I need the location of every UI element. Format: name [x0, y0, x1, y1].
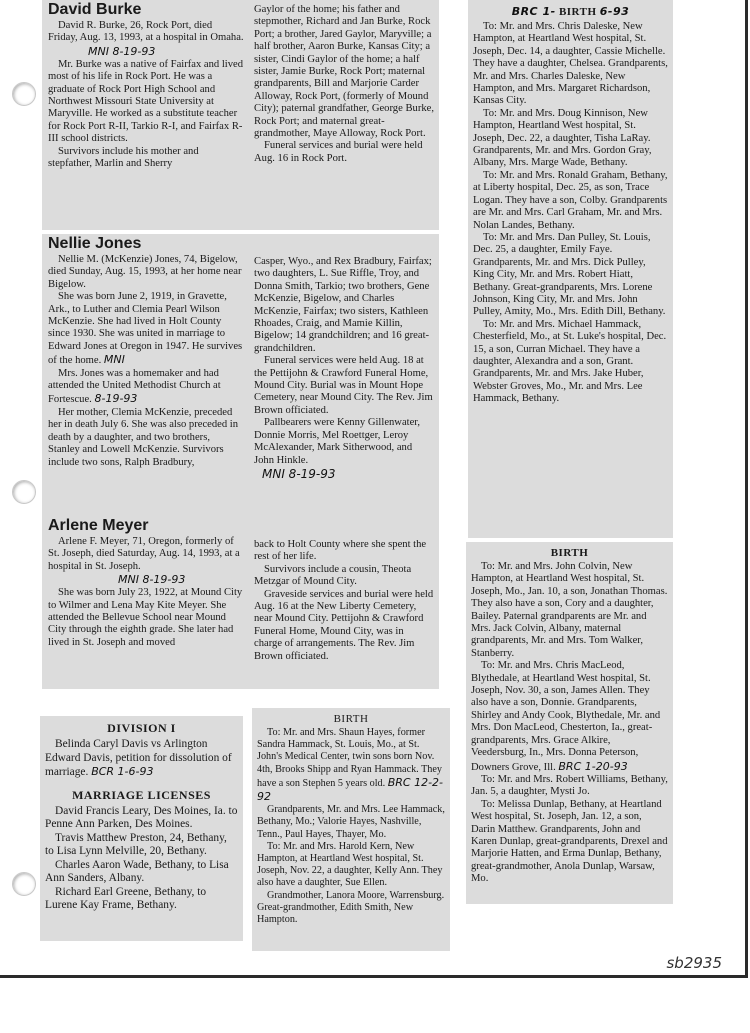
paragraph: Grandparents, Mr. and Mrs. Lee Hammack, Bethany, Mo.; Valorie Hayes, Nashville, Tenn., Paul Hayes, Thayer, Mo. — [257, 804, 445, 840]
court-and-marriage-licenses — [40, 716, 243, 941]
binder-hole-bottom — [12, 872, 36, 896]
obituary-arlene-meyer — [42, 517, 439, 689]
obituary-nellie-jones — [42, 234, 439, 517]
paragraph: To: Mr. and Mrs. Robert Williams, Bethany, Jan. 5, a daughter, Mysti Jo. — [471, 773, 668, 798]
paragraph: Charles Aaron Wade, Bethany, to Lisa Ann Sanders, Albany. — [45, 858, 229, 884]
birth-announcements-november — [252, 708, 450, 951]
paragraph: She was born June 2, 1919, in Gravette, Ark., to Luther and Clemia Pearl Wilson McKenzie. She had lived in Holt County since 1930. She was united in marriage to Edward Jones at Oregon in 1947. He survives of the home. MNI — [48, 291, 243, 367]
paragraph: Travis Matthew Preston, 24, Bethany, to Lisa Lynn Melville, 20, Bethany. — [45, 831, 227, 857]
scrapbook-id: sb2935 — [666, 954, 722, 972]
paragraph: To: Mr. and Mrs. John Colvin, New Hampton, at Heartland West hospital, St. Joseph, Mo., Jan. 10, a son, Jonathan Thomas. They also have a son, Cory and a daughter, Bailey. Paternal grandparents are Mr. and Mrs. Jack Colvin, Albany, maternal grandparents, Mr. and Mrs. Tom Walker, Stanberry. — [471, 561, 668, 659]
section-heading: BIRTH — [333, 713, 369, 725]
paragraph: To: Melissa Dunlap, Bethany, at Heartland West hospital, St. Joseph, Jan. 12, a son, Darin Matthew. Grandparents, John and Karen Dunlap, great-grandparents, Drexel and Marjorie Hatten, and Erma Dunlap, Bethany, great-grandmother, Anola Dunlap, Warsaw, Mo. — [471, 798, 668, 885]
paragraph: Survivors include a cousin, Theota Metzgar of Mound City. — [254, 563, 412, 588]
paragraph: Richard Earl Greene, Bethany, to Lurene Kay Frame, Bethany. — [45, 885, 207, 911]
binder-hole-middle — [12, 480, 36, 504]
paragraph: Pallbearers were Kenny Gillenwater, Donnie Morris, Mel Roettger, Leroy McAlexander, Mark Sitherwood, and John Hinkle. — [254, 417, 421, 466]
headline: Nellie Jones — [48, 235, 142, 252]
paragraph: Arlene F. Meyer, 71, Oregon, formerly of St. Joseph, died Saturday, Aug. 14, 1993, at a hospital in St. Joseph. — [48, 536, 240, 572]
section-heading: DIVISION I — [107, 721, 176, 735]
paragraph: Gaylor of the home; his father and stepmother, Richard and Jan Burke, Rock Port; a brother, Jared Gaylor, Maryville; a half brother, Aaron Burke, Kansas City; a sister, Cindi Gaylor of the home; a half sister, Jamie Burke, Rock Port; maternal grandparents, Bill and Marjorie Carder Alloway, Rock Port, (formerly of Mound City); paternal grandfather, George Burke, Rock Port; and maternal great-grandmother, Maye Alloway, Rock Port. — [254, 4, 434, 140]
paragraph: David R. Burke, 26, Rock Port, died Friday, Aug. 13, 1993, at a hospital in Omaha. — [48, 20, 244, 44]
paragraph: Belinda Caryl Davis vs Arlington Edward Davis, petition for dissolution of marriage. BCR 1-6-93 — [45, 738, 232, 778]
section-heading: MARRIAGE LICENSES — [72, 787, 211, 802]
headline: Arlene Meyer — [48, 517, 149, 534]
section-heading: BIRTH — [550, 547, 589, 559]
handwritten-note: MNI — [103, 353, 125, 367]
paragraph: To: Mr. and Mrs. Chris MacLeod, Blythedale, at Heartland West hospital, St. Joseph, Nov. 30, a son, James Allen. They also have a son, Donnie. Grandparents, Shirley and Andy Cook, Blythedale, Mr. and Mrs. Don MacLeod, Chesterton, Ia., great-grandparents, Mrs. Grace Alkire, Veedersburg, In., Mrs. Donna Peterson, Downers Grove, Ill. BRC 1-20-93 — [471, 660, 661, 773]
headline: David Burke — [48, 1, 142, 18]
paragraph: To: Mr. and Mrs. Harold Kern, New Hampton, at Heartland West hospital, St. Joseph, Nov. 22, a daughter, Kelly Ann. They also have a daughter, Sue Ellen. — [257, 840, 443, 889]
handwritten-note: 6-93 — [599, 5, 630, 18]
paragraph: She was born July 23, 1922, at Mound City to Wilmer and Lena May Kite Meyer. She attended the Bellevue School near Mound City through the eighth grade. She later had lived in St. Joseph and moved — [48, 587, 243, 648]
handwritten-note: MNI 8-19-93 — [88, 44, 156, 58]
handwritten-note: BCR 1-6-93 — [91, 765, 154, 778]
paragraph: To: Mr. and Mrs. Michael Hammack, Chesterfield, Mo., at St. Luke's hospital, Dec. 15, a son, Curran Michael. They have a daughter, Alexandra and a son, Grant. Grandparents, Mr. and Mrs. Jake Huber, Webster Groves, Mo., Mr. and Mrs. Lee Hammack, Bethany. — [473, 318, 667, 405]
paragraph: To: Mr. and Mrs. Ronald Graham, Bethany, at Liberty hospital, Dec. 25, as son, Trace Logan. They have a son, Colby. Grandparents are Mr. and Mrs. Carl Graham, Mr. and Mrs. Nolan Landes, Bethany. — [473, 169, 668, 231]
obituary-david-burke — [42, 0, 439, 230]
paragraph: Graveside services and burial were held Aug. 16 at the New Liberty Cemetery, near Mound City. Pettijohn & Crawford Funeral Home, Mound City, was in charge of arrangements. The Rev. Jim Brown officiated. — [254, 588, 434, 662]
handwritten-note: MNI 8-19-93 — [118, 573, 186, 587]
handwritten-note: BRC 12-2-92 — [257, 775, 444, 804]
birth-announcements-january — [466, 542, 673, 904]
paragraph: To: Mr. and Mrs. Shaun Hayes, former Sandra Hammack, St. Louis, Mo., at St. John's Medical Center, twin sons born Nov. 4th, Brooks Shipp and Ryan Hammack. They have a son Stephen 5 years old. BRC 12-2-92 — [257, 727, 444, 804]
paragraph: To: Mr. and Mrs. Dan Pulley, St. Louis, Dec. 25, a daughter, Emily Faye. Grandparents, Mr. and Mrs. Dick Pulley, King City, Mr. and Mrs. Robert Hiatt, Bethany. Great-grandparents, Mrs. Lorene Johnson, King City, Mr. and Mrs. John Pulley, Amity, Mo., Mrs. Edith Dill, Bethany. — [473, 231, 666, 318]
paragraph: Casper, Wyo., and Rex Bradbury, Fairfax; two daughters, L. Sue Riffle, Troy, and Donna Smith, Tarkio; two brothers, Gene McKenzie, Bigelow, and Charles McKenzie, Fairfax; two sisters, Kathleen Rhoades, Craig, and Mamie Killin, Bigelow; 14 grandchildren; and 16 great-grandchildren. — [254, 256, 432, 354]
handwritten-note: BRC 1- — [511, 5, 556, 18]
paragraph: Mr. Burke was a native of Fairfax and lived most of his life in Rock Port. He was a graduate of Rock Port High School and Northwest Missouri State University at Maryville. He worked as a substitute teacher for Rock Port R-II, Tarkio R-I, and Fairfax R-III school districts. — [48, 58, 244, 145]
paragraph: Nellie M. (McKenzie) Jones, 74, Bigelow, died Sunday, Aug. 15, 1993, at her home near Bigelow. — [48, 254, 242, 290]
paragraph: David Francis Leary, Des Moines, Ia. to Penne Ann Parken, Des Moines. — [45, 804, 238, 830]
paragraph: Survivors include his mother and stepfather, Marlin and Sherry — [48, 145, 199, 170]
paragraph: To: Mr. and Mrs. Chris Daleske, New Hampton, at Heartland West hospital, St. Joseph, Dec. 14, a daughter, Cassie Michelle. They have a daughter, Chelsea. Grandparents, Mr. and Mrs. Charles Daleske, New Hampton, and Mrs. Margaret Richardson, Kansas City. — [473, 21, 668, 107]
paragraph: To: Mr. and Mrs. Doug Kinnison, New Hampton, Heartland West hospital, St. Joseph, Dec. 22, a daughter, Tisha LaRay. Grandparents, Mr. and Mrs. Gordon Gray, Albany, Mrs. Marge Wade, Bethany. — [473, 107, 652, 169]
binder-hole-top — [12, 82, 36, 106]
section-heading: BRC 1- BIRTH 6-93 — [511, 5, 630, 18]
birth-announcements-december — [468, 0, 673, 538]
handwritten-note: MNI 8-19-93 — [262, 466, 336, 481]
paragraph: back to Holt County where she spent the rest of her life. — [254, 539, 427, 563]
paragraph: Mrs. Jones was a homemaker and had attended the United Methodist Church at Fortescue. 8-19-93 — [48, 367, 221, 406]
paragraph: Funeral services were held Aug. 18 at the Pettijohn & Crawford Funeral Home, Mound City. Burial was in Mount Hope Cemetery, near Mound City. The Rev. Jim Brown officiated. — [254, 355, 433, 416]
paragraph: Her mother, Clemia McKenzie, preceded her in death July 6. She was also preceded in death by a daughter, and two brothers, Stanley and Lowell McKenzie. Survivors include two sons, Ralph Bradbury, — [48, 406, 239, 468]
handwritten-note: BRC 1-20-93 — [558, 759, 628, 773]
paragraph: Funeral services and burial were held Aug. 16 in Rock Port. — [254, 140, 423, 164]
paragraph: Grandmother, Lanora Moore, Warrensburg. Great-grandmother, Edith Smith, New Hampton. — [257, 889, 445, 926]
handwritten-note: 8-19-93 — [94, 392, 138, 406]
